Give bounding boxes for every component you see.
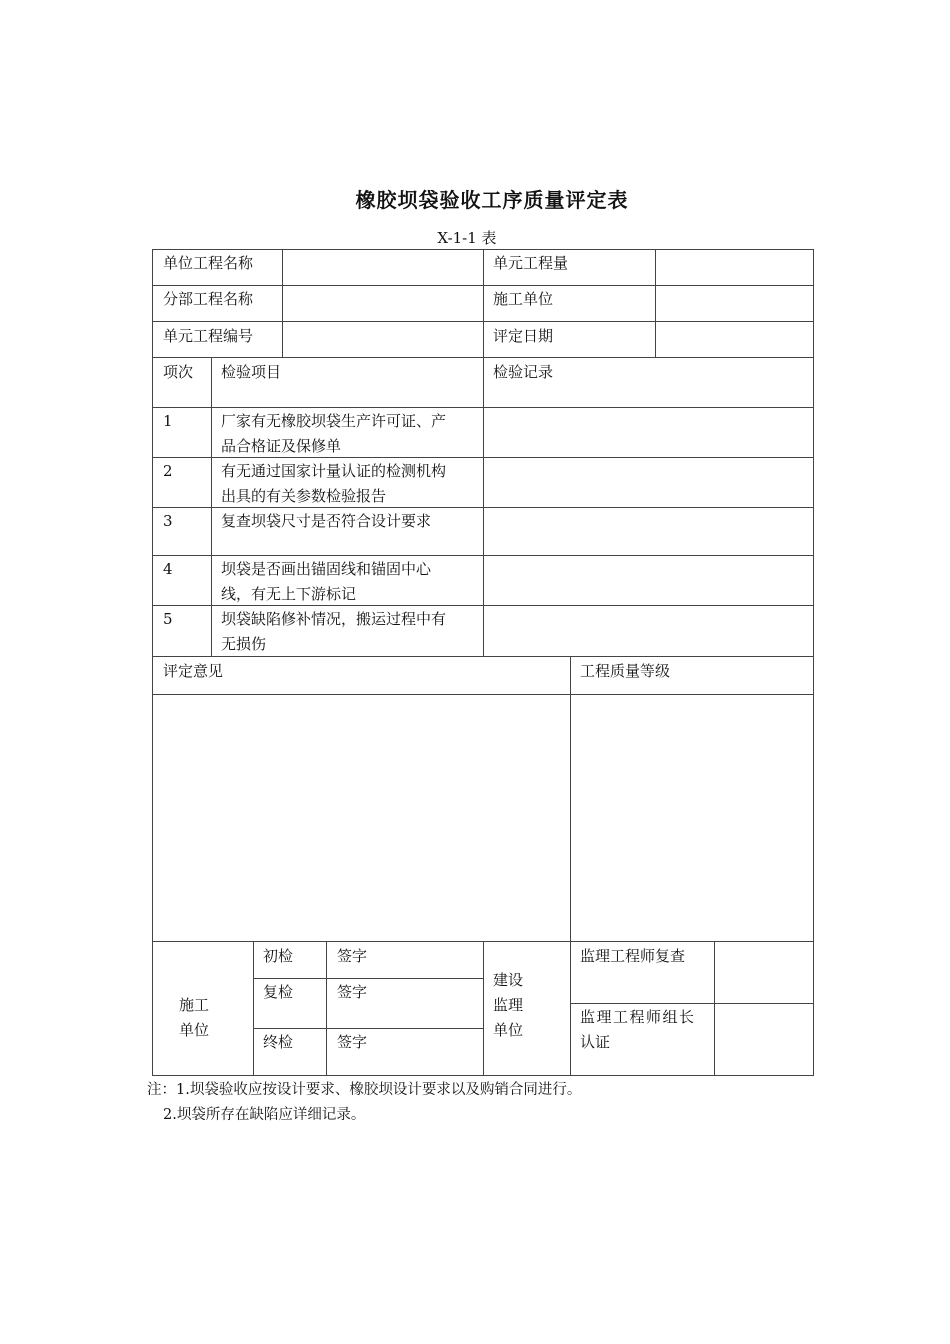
- item-text: 线，有无上下游标记: [221, 585, 357, 603]
- unit-project-name-label: 单位工程名称: [163, 254, 254, 272]
- evaluation-date-label: 评定日期: [493, 327, 554, 345]
- signature-label: 签字: [337, 983, 368, 1001]
- note-2: 2.坝袋所存在缺陷应详细记录。: [163, 1107, 366, 1123]
- item-text: 复查坝袋尺寸是否符合设计要求: [221, 512, 432, 530]
- col-divider: [714, 941, 715, 1076]
- items-item-header: 检验项目: [221, 363, 282, 381]
- unit-element-quantity-label: 单元工程量: [493, 254, 569, 272]
- items-record-header: 检验记录: [493, 363, 554, 381]
- col-divider: [253, 941, 254, 1076]
- table-border-right: [813, 249, 814, 1076]
- col-divider: [211, 357, 212, 656]
- row-divider: [253, 1028, 483, 1029]
- engineer-review-label: 监理工程师复查: [580, 947, 686, 965]
- item-no: 1: [163, 412, 173, 430]
- table-border-left: [152, 249, 153, 1076]
- page-title: 橡胶坝袋验收工序质量评定表: [355, 188, 629, 212]
- evaluation-opinion-label: 评定意见: [163, 662, 224, 680]
- construction-unit-label: 施工单位: [493, 290, 554, 308]
- row-divider: [152, 694, 814, 695]
- quality-grade-label: 工程质量等级: [580, 662, 671, 680]
- division-project-name-label: 分部工程名称: [163, 290, 254, 308]
- item-text: 出具的有关参数检验报告: [221, 487, 387, 505]
- item-no: 3: [163, 512, 173, 530]
- item-text: 坝袋是否画出锚固线和锚固中心: [221, 560, 432, 578]
- item-text: 品合格证及保修单: [221, 437, 342, 455]
- col-divider: [282, 249, 283, 357]
- item-text: 有无通过国家计量认证的检测机构: [221, 462, 447, 480]
- col-divider: [483, 941, 484, 1076]
- items-no-header: 项次: [163, 363, 194, 381]
- supervision-unit-label: 单位: [493, 1021, 524, 1039]
- item-text: 无损伤: [221, 635, 267, 653]
- col-divider: [326, 941, 327, 1076]
- supervision-unit-label: 建设: [493, 971, 524, 989]
- final-check-label: 终检: [263, 1033, 294, 1051]
- item-no: 5: [163, 610, 173, 628]
- table-code: X-1-1 表: [437, 229, 497, 247]
- row-divider: [253, 978, 483, 979]
- chief-engineer-label: 监理工程师组长: [580, 1008, 696, 1026]
- signature-label: 签字: [337, 947, 368, 965]
- row-divider: [570, 1003, 814, 1004]
- construction-unit-label: 单位: [179, 1021, 210, 1039]
- item-text: 坝袋缺陷修补情况，搬运过程中有: [221, 610, 447, 628]
- chief-engineer-label: 认证: [580, 1033, 611, 1051]
- col-divider: [570, 656, 571, 1076]
- construction-unit-label: 施工: [179, 996, 210, 1014]
- element-project-no-label: 单元工程编号: [163, 327, 254, 345]
- item-no: 2: [163, 462, 173, 480]
- item-text: 厂家有无橡胶坝袋生产许可证、产: [221, 412, 447, 430]
- col-divider: [655, 249, 656, 357]
- col-divider: [483, 249, 484, 656]
- re-check-label: 复检: [263, 983, 294, 1001]
- initial-check-label: 初检: [263, 947, 294, 965]
- item-no: 4: [163, 560, 173, 578]
- signature-label: 签字: [337, 1033, 368, 1051]
- supervision-unit-label: 监理: [493, 996, 524, 1014]
- note-1: 注：1.坝袋验收应按设计要求、橡胶坝设计要求以及购销合同进行。: [147, 1082, 582, 1098]
